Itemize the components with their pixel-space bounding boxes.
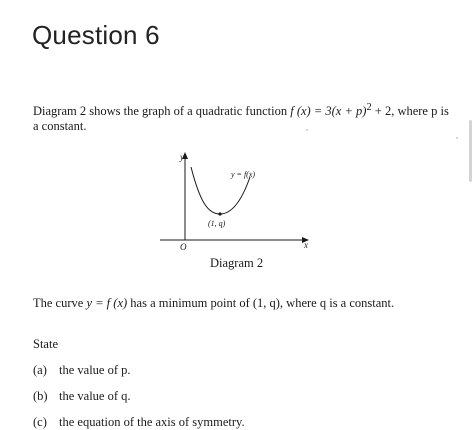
intro-prefix: Diagram 2 shows the graph of a quadratic function (33, 104, 291, 119)
scrollbar[interactable] (469, 120, 472, 182)
curve-label: y = f(x) (231, 170, 256, 179)
intro-suffix: + 2, where p is a constant. (33, 104, 449, 134)
intro-function: f (x) = 3(x + p) (290, 104, 367, 119)
y-axis-label: y (180, 152, 184, 162)
question-heading: Question 6 (32, 20, 160, 50)
state-label: State (33, 337, 58, 351)
curve-statement-prefix: The curve (33, 296, 87, 310)
diagram-caption: Diagram 2 (210, 256, 264, 270)
intro-exponent: 2 (366, 102, 372, 113)
part-a-label: (a) (33, 363, 47, 377)
part-b-text: the value of q. (59, 389, 131, 403)
origin-label: O (180, 242, 187, 252)
part-b-label: (b) (33, 389, 48, 403)
stray-dot (456, 137, 458, 139)
curve-statement-suffix: has a minimum point of (1, q), where q is a constant. (127, 296, 395, 310)
question-intro (33, 100, 453, 134)
curve-statement (33, 296, 394, 311)
part-c (33, 415, 245, 430)
x-axis-label: x (304, 240, 308, 250)
part-c-text: the equation of the axis of symmetry. (59, 415, 245, 429)
part-a-text: the value of p. (59, 363, 131, 377)
minimum-point-label: (1, q) (208, 219, 226, 228)
part-a (33, 363, 131, 378)
part-b (33, 389, 131, 404)
part-c-label: (c) (33, 415, 47, 429)
curve-statement-function: y = f (x) (86, 296, 128, 310)
stray-dot (306, 129, 308, 131)
minimum-point (218, 212, 221, 215)
